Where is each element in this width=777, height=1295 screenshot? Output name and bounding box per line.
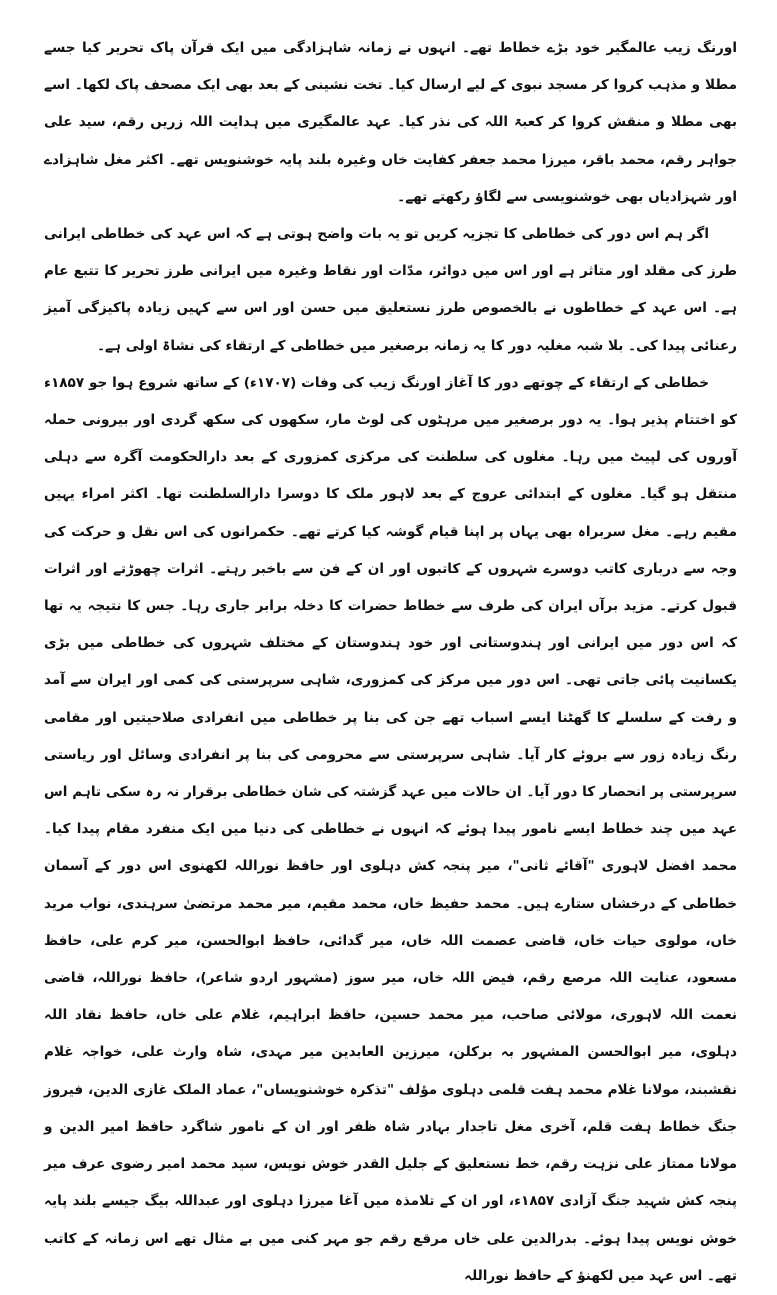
document-body (44, 30, 737, 1295)
paragraph-aurangzeb: اورنگ زیب عالمگیر خود بڑے خطاط تھے۔ انہوں نے زمانہ شاہزادگی میں ایک قرآن پاک تحریر کیا جسے مطلا و مذہب کروا کر مسجد نبوی کے لیے ارسال کیا۔ تخت نشینی کے بعد بھی ایک مصحف پاک لکھا۔ اسے بھی مطلا و منقش کروا کر کعبۃ اللہ کی نذر کیا۔ عہد عالمگیری میں ہدایت اللہ زریں رقم، سید علی جواہر رقم، محمد باقر، میرزا محمد جعفر کفایت خاں وغیرہ بلند پایہ خوشنویس تھے۔ اکثر مغل شاہزادے اور شہزادیاں بھی خوشنویسی سے لگاؤ رکھتے تھے۔ (44, 40, 737, 205)
paragraph-fourth-period: خطاطی کے ارتقاء کے چوتھے دور کا آغاز اورنگ زیب کی وفات (۱۷۰۷ء) کے ساتھ شروع ہوا جو ۱۸۵۷ء کو اختتام پذیر ہوا۔ یہ دور برصغیر میں مرہٹوں کی لوٹ مار، سکھوں کی سکھ گردی اور بیرونی حملہ آوروں کی لپیٹ میں رہا۔ مغلوں کی سلطنت کی مرکزی کمزوری کے بعد دارالحکومت آگرہ سے دہلی منتقل ہو گیا۔ مغلوں کے ابتدائی عروج کے بعد لاہور ملک کا دوسرا دارالسلطنت تھا۔ اکثر امراء یہیں مقیم رہے۔ مغل سربراہ بھی یہاں پر اپنا قیام گوشہ کیا کرتے تھے۔ حکمرانوں کی اس نقل و حرکت کی وجہ سے درباری کاتب دوسرے شہروں کے کاتبوں اور ان کے فن سے باخبر رہتے۔ اثرات چھوڑتے اور اثرات قبول کرتے۔ مزید برآں ایران کی طرف سے خطاط حضرات کا دخلہ برابر جاری رہا۔ جس کا نتیجہ یہ تھا کہ اس دور میں ایرانی اور ہندوستانی اور خود ہندوستان کے مختلف شہروں کی خطاطی میں بڑی یکسانیت پائی جاتی تھی۔ اس دور میں مرکز کی کمزوری، شاہی سرپرستی کی کمی اور ایران سے آمد و رفت کے سلسلے کا گھٹنا ایسے اسباب تھے جن کی بنا پر خطاطی میں انفرادی صلاحیتیں اور مقامی رنگ زیادہ زور سے بروئے کار آیا۔ شاہی سرپرستی سے محرومی کی بنا پر انفرادی وسائل اور ریاستی سرپرستی پر انحصار کا دور آیا۔ ان حالات میں عہد گزشتہ کی شان خطاطی برقرار نہ رہ سکی تاہم اس عہد میں چند خطاط ایسے نامور پیدا ہوئے کہ انہوں نے خطاطی کی دنیا میں ایک منفرد مقام پیدا کیا۔ محمد افضل لاہوری "آقائے ثانی"، میر پنجہ کش دہلوی اور حافظ نوراللہ لکھنوی اس دور کے آسمان خطاطی کے درخشاں ستارے ہیں۔ محمد حفیظ خاں، محمد مقیم، میر محمد مرتضیٰ سرہندی، نواب مرید خاں، مولوی حیات خاں، قاضی عصمت اللہ خاں، میر گدائی، حافظ ابوالحسن، میر کرم علی، حافظ مسعود، عنایت اللہ مرصع رقم، فیض اللہ خاں، میر سوز (مشہور اردو شاعر)، حافظ نوراللہ، قاضی نعمت اللہ لاہوری، مولائی صاحب، میر محمد حسین، حافظ ابراہیم، غلام علی خاں، حافظ نقاد اللہ دہلوی، میر ابوالحسن المشہور بہ برکلن، میرزین العابدین میر مہدی، شاہ وارث علی، خواجہ غلام نقشبند، مولانا غلام محمد ہفت قلمی دہلوی مؤلف "تذکرہ خوشنویساں"، عماد الملک غازی الدین، فیروز جنگ خطاط ہفت قلم، آخری مغل تاجدار بہادر شاہ ظفر اور ان کے نامور شاگرد حافظ امیر الدین و مولانا ممتاز علی نزہت رقم، خط نستعلیق کے جلیل القدر خوش نویس، سید محمد امیر رضوی عرف میر پنجہ کش شہید جنگ آزادی ۱۸۵۷ء، اور ان کے تلامذہ میں آغا میرزا دہلوی اور عبداللہ بیگ جیسے بلند پایہ خوش نویس پیدا ہوئے۔ بدرالدین علی خاں مرقع رقم جو مہر کنی میں بے مثال تھے اس زمانہ کے کاتب تھے۔ اس عہد میں لکھنؤ کے حافظ نوراللہ (44, 374, 737, 1284)
paragraph-analysis: اگر ہم اس دور کی خطاطی کا تجزیہ کریں تو یہ بات واضح ہوتی ہے کہ اس عہد کی خطاطی ایرانی طرز کی مقلد اور متاثر ہے اور اس میں دوائر، مدّات اور نقاط وغیرہ میں ایرانی طرز تحریر کا تتبع عام ہے۔ اس عہد کے خطاطوں نے بالخصوص طرز نستعلیق میں حسن اور اس سے کہیں زیادہ پاکیزگی آمیز رعنائی پیدا کی۔ بلا شبہ مغلیہ دور کا یہ زمانہ برصغیر میں خطاطی کے ارتقاء کی نشاۃ اولی ہے۔ (44, 226, 737, 354)
